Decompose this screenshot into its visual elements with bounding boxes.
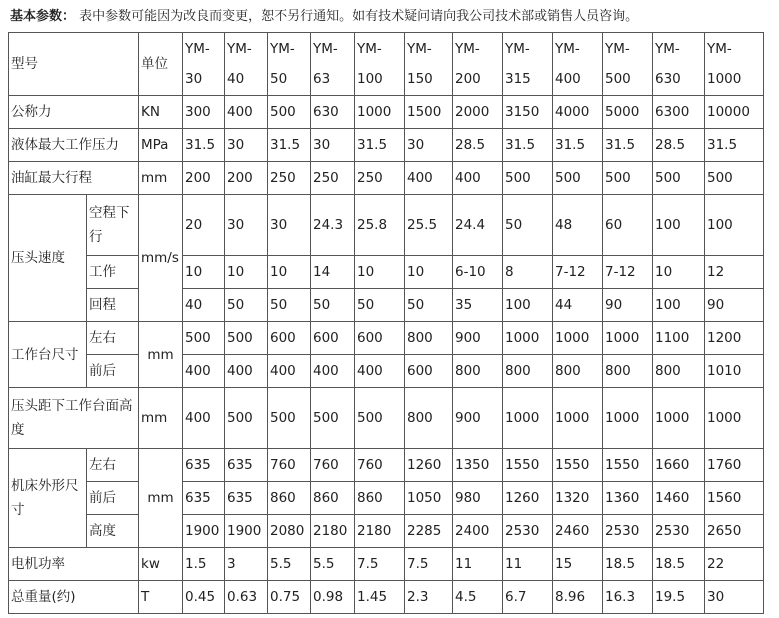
value-cell: 7.5 [405,548,453,581]
value-cell: 3150 [503,96,553,129]
speed-idle-label: 空程下行 [87,195,139,256]
table-row [9,256,764,289]
table-row [9,322,764,355]
value-cell: 2650 [705,515,764,548]
value-cell: 90 [705,289,764,322]
model-name-cell: YM-200 [453,33,503,96]
value-cell: 0.75 [268,581,311,614]
value-cell: 30 [311,129,355,162]
table_size-lr-label: 左右 [87,322,139,355]
value-cell: 100 [653,289,705,322]
value-cell: 800 [553,355,603,388]
model-name-cell: YM-30 [183,33,225,96]
value-cell: 500 [225,322,268,355]
value-cell: 44 [553,289,603,322]
value-cell: 1000 [553,388,603,449]
value-cell: 1550 [553,449,603,482]
value-cell: 800 [405,388,453,449]
note-label: 基本参数： [10,9,76,24]
value-cell: 10000 [705,96,764,129]
value-cell: 800 [653,355,705,388]
value-cell: 250 [268,162,311,195]
value-cell: 400 [183,388,225,449]
table_size-unit: mm [139,322,183,388]
table-row [9,289,764,322]
value-cell: 24.4 [453,195,503,256]
value-cell: 30 [225,195,268,256]
value-cell: 200 [225,162,268,195]
value-cell: 800 [603,355,653,388]
value-cell: 1010 [705,355,764,388]
table-row [9,33,764,96]
value-cell: 0.98 [311,581,355,614]
motor-label: 电机功率 [9,548,139,581]
value-cell: 16.3 [603,581,653,614]
table-row [9,581,764,614]
value-cell: 500 [653,162,705,195]
value-cell: 7-12 [553,256,603,289]
value-cell: 500 [225,388,268,449]
model-name-cell: YM-40 [225,33,268,96]
value-cell: 31.5 [603,129,653,162]
value-cell: 10 [183,256,225,289]
table-row [9,515,764,548]
value-cell: 500 [311,388,355,449]
value-cell: 2530 [653,515,705,548]
value-cell: 400 [453,162,503,195]
value-cell: 300 [183,96,225,129]
value-cell: 635 [225,449,268,482]
value-cell: 5000 [603,96,653,129]
value-cell: 50 [225,289,268,322]
value-cell: 980 [453,482,503,515]
value-cell: 400 [311,355,355,388]
value-cell: 31.5 [268,129,311,162]
value-cell: 1900 [183,515,225,548]
value-cell: 500 [183,322,225,355]
table-row [9,96,764,129]
value-cell: 10 [653,256,705,289]
value-cell: 20 [183,195,225,256]
value-cell: 800 [453,355,503,388]
value-cell: 250 [355,162,405,195]
note-text: 表中参数可能因为改良而变更，恕不另行通知。如有技术疑问请向我公司技术部或销售人员咨询。 [79,9,639,24]
speed-return-label: 回程 [87,289,139,322]
value-cell: 1000 [503,322,553,355]
value-cell: 50 [405,289,453,322]
table-row [9,482,764,515]
value-cell: 1000 [503,388,553,449]
weight-label: 总重量(约) [9,581,139,614]
value-cell: 18.5 [653,548,705,581]
value-cell: 0.45 [183,581,225,614]
value-cell: 2460 [553,515,603,548]
value-cell: 2.3 [405,581,453,614]
value-cell: 31.5 [503,129,553,162]
value-cell: 600 [268,322,311,355]
value-cell: 630 [311,96,355,129]
value-cell: 1000 [553,322,603,355]
value-cell: 760 [355,449,405,482]
value-cell: 50 [355,289,405,322]
value-cell: 860 [268,482,311,515]
value-cell: 1000 [355,96,405,129]
stroke-unit: mm [139,162,183,195]
model-name-cell: YM-150 [405,33,453,96]
value-cell: 2180 [311,515,355,548]
value-cell: 800 [405,322,453,355]
value-cell: 760 [268,449,311,482]
value-cell: 2400 [453,515,503,548]
value-cell: 2000 [453,96,503,129]
value-cell: 100 [705,195,764,256]
value-cell: 1550 [603,449,653,482]
value-cell: 0.63 [225,581,268,614]
value-cell: 400 [405,162,453,195]
value-cell: 2530 [603,515,653,548]
value-cell: 4000 [553,96,603,129]
value-cell: 3 [225,548,268,581]
value-cell: 30 [225,129,268,162]
value-cell: 30 [268,195,311,256]
value-cell: 31.5 [705,129,764,162]
value-cell: 30 [405,129,453,162]
speed-work-label: 工作 [87,256,139,289]
value-cell: 90 [603,289,653,322]
stroke-label: 油缸最大行程 [9,162,139,195]
value-cell: 31.5 [183,129,225,162]
table_size-fb-label: 前后 [87,355,139,388]
value-cell: 10 [225,256,268,289]
value-cell: 1.45 [355,581,405,614]
model-name-cell: YM-63 [311,33,355,96]
value-cell: 600 [311,322,355,355]
value-cell: 2080 [268,515,311,548]
table-row [9,195,764,256]
outline-lr-label: 左右 [87,449,139,482]
value-cell: 6.7 [503,581,553,614]
value-cell: 24.3 [311,195,355,256]
speed-label: 压头速度 [9,195,87,322]
value-cell: 25.5 [405,195,453,256]
value-cell: 1.5 [183,548,225,581]
pressure-label: 液体最大工作压力 [9,129,139,162]
value-cell: 1550 [503,449,553,482]
outline-h-label: 高度 [87,515,139,548]
force-label: 公称力 [9,96,139,129]
value-cell: 635 [225,482,268,515]
value-cell: 50 [503,195,553,256]
value-cell: 635 [183,482,225,515]
value-cell: 500 [268,388,311,449]
value-cell: 2285 [405,515,453,548]
force-unit: KN [139,96,183,129]
value-cell: 1500 [405,96,453,129]
table-row [9,355,764,388]
table-row [9,162,764,195]
value-cell: 28.5 [453,129,503,162]
weight-unit: T [139,581,183,614]
value-cell: 800 [503,355,553,388]
value-cell: 250 [311,162,355,195]
value-cell: 500 [705,162,764,195]
value-cell: 860 [355,482,405,515]
value-cell: 48 [553,195,603,256]
value-cell: 1350 [453,449,503,482]
value-cell: 5.5 [268,548,311,581]
value-cell: 40 [183,289,225,322]
value-cell: 5.5 [311,548,355,581]
value-cell: 400 [268,355,311,388]
value-cell: 500 [268,96,311,129]
value-cell: 12 [705,256,764,289]
value-cell: 500 [553,162,603,195]
model-name-cell: YM-500 [603,33,653,96]
value-cell: 200 [183,162,225,195]
value-cell: 860 [311,482,355,515]
spec-table [8,32,764,614]
value-cell: 1000 [603,388,653,449]
pressure-unit: MPa [139,129,183,162]
value-cell: 15 [553,548,603,581]
model-name-cell: YM-315 [503,33,553,96]
value-cell: 1320 [553,482,603,515]
value-cell: 400 [355,355,405,388]
value-cell: 600 [405,355,453,388]
value-cell: 31.5 [553,129,603,162]
table-row [9,129,764,162]
table-row [9,449,764,482]
value-cell: 4.5 [453,581,503,614]
model-name-cell: YM-630 [653,33,705,96]
table_size-label: 工作台尺寸 [9,322,87,388]
value-cell: 400 [183,355,225,388]
value-cell: 2530 [503,515,553,548]
value-cell: 900 [453,322,503,355]
value-cell: 8 [503,256,553,289]
value-cell: 50 [311,289,355,322]
value-cell: 100 [503,289,553,322]
value-cell: 35 [453,289,503,322]
value-cell: 11 [453,548,503,581]
height-unit: mm [139,388,183,449]
value-cell: 400 [225,96,268,129]
value-cell: 500 [355,388,405,449]
value-cell: 6-10 [453,256,503,289]
value-cell: 760 [311,449,355,482]
motor-unit: kw [139,548,183,581]
value-cell: 1660 [653,449,705,482]
value-cell: 2180 [355,515,405,548]
outline-label: 机床外形尺寸 [9,449,87,548]
value-cell: 60 [603,195,653,256]
value-cell: 7-12 [603,256,653,289]
table-row [9,548,764,581]
model-name-cell: YM-400 [553,33,603,96]
value-cell: 14 [311,256,355,289]
outline-unit: mm [139,449,183,548]
value-cell: 1760 [705,449,764,482]
outline-fb-label: 前后 [87,482,139,515]
value-cell: 50 [268,289,311,322]
value-cell: 11 [503,548,553,581]
value-cell: 500 [603,162,653,195]
model-name-cell: YM-50 [268,33,311,96]
value-cell: 600 [355,322,405,355]
value-cell: 635 [183,449,225,482]
value-cell: 1000 [653,388,705,449]
value-cell: 28.5 [653,129,705,162]
speed-unit: mm/s [139,195,183,322]
table-row [9,388,764,449]
value-cell: 400 [225,355,268,388]
model-header: 型号 [9,33,139,96]
value-cell: 10 [355,256,405,289]
value-cell: 25.8 [355,195,405,256]
height-label: 压头距下工作台面高度 [9,388,139,449]
value-cell: 100 [653,195,705,256]
value-cell: 1360 [603,482,653,515]
value-cell: 8.96 [553,581,603,614]
value-cell: 1050 [405,482,453,515]
unit-header: 单位 [139,33,183,96]
value-cell: 7.5 [355,548,405,581]
value-cell: 30 [705,581,764,614]
value-cell: 1000 [603,322,653,355]
value-cell: 18.5 [603,548,653,581]
value-cell: 900 [453,388,503,449]
value-cell: 10 [268,256,311,289]
value-cell: 19.5 [653,581,705,614]
value-cell: 1900 [225,515,268,548]
value-cell: 1260 [503,482,553,515]
model-name-cell: YM-1000 [705,33,764,96]
model-name-cell: YM-100 [355,33,405,96]
value-cell: 500 [503,162,553,195]
value-cell: 1560 [705,482,764,515]
value-cell: 6300 [653,96,705,129]
parameter-note [10,6,638,28]
value-cell: 10 [405,256,453,289]
value-cell: 1460 [653,482,705,515]
value-cell: 1000 [705,388,764,449]
value-cell: 22 [705,548,764,581]
value-cell: 31.5 [355,129,405,162]
value-cell: 1100 [653,322,705,355]
value-cell: 1200 [705,322,764,355]
value-cell: 1260 [405,449,453,482]
